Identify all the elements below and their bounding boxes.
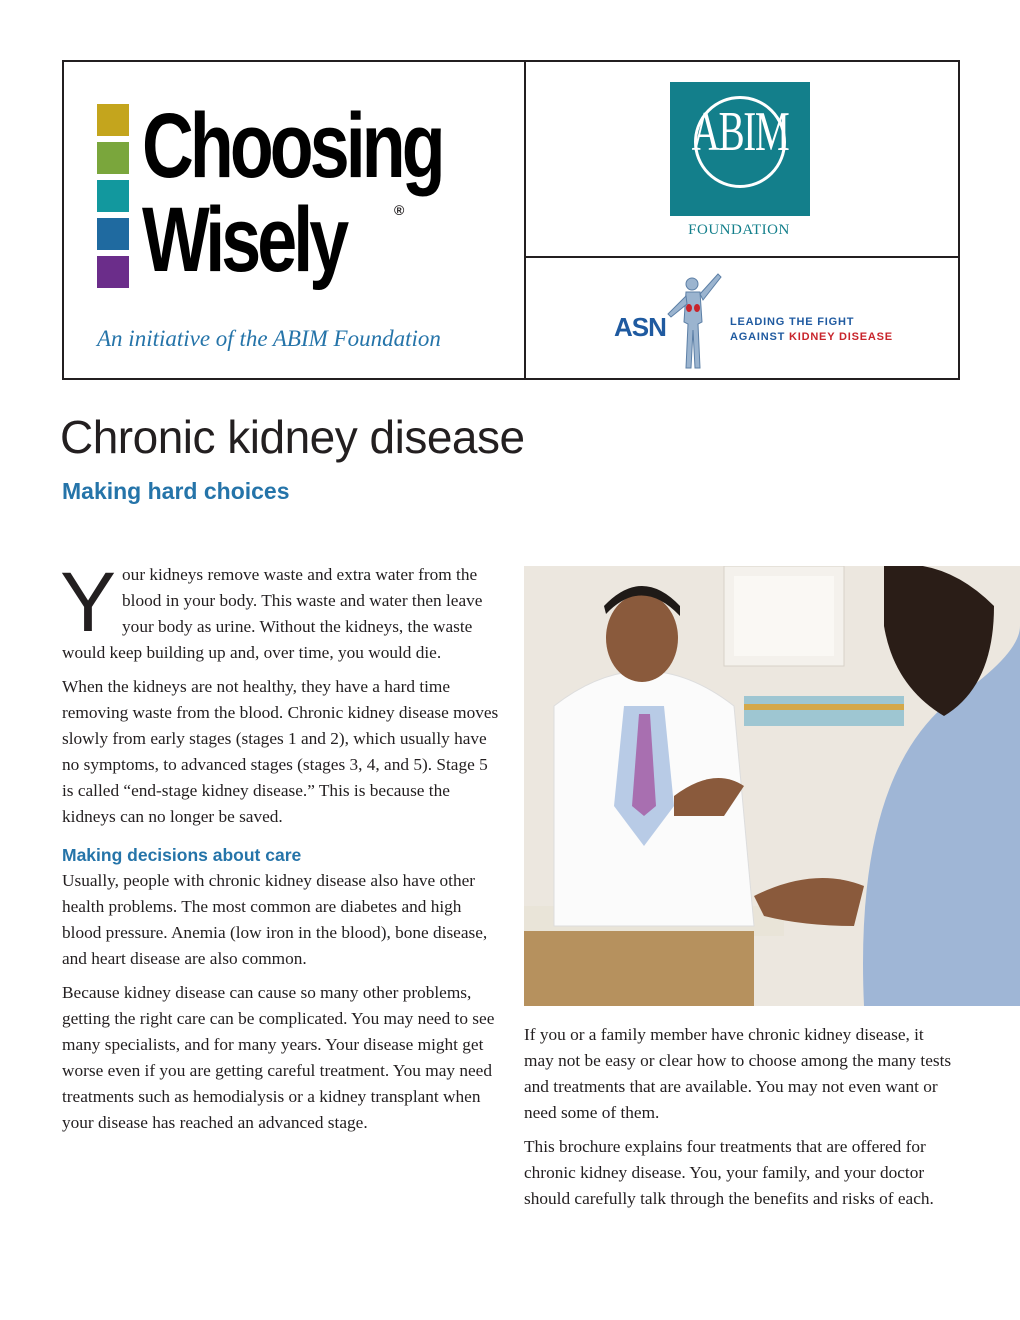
asn-human-figure-icon bbox=[662, 268, 726, 376]
asn-logo-acronym: ASN bbox=[614, 312, 666, 342]
brochure-paragraph: This brochure explains four treatments that are offered for chronic kidney disease. You, your family, and your doctor should carefully talk through the benefits and risks of each. bbox=[524, 1137, 934, 1208]
choosing-wisely-logo-word-1: Choosing bbox=[142, 95, 442, 197]
page-title: Chronic kidney disease bbox=[60, 411, 525, 463]
section-heading: Making decisions about care bbox=[62, 845, 302, 865]
page-subtitle: Making hard choices bbox=[62, 478, 290, 504]
brand-square bbox=[97, 142, 129, 174]
drop-cap: Y bbox=[60, 555, 117, 649]
intro-paragraph bbox=[60, 555, 500, 666]
choosing-wisely-color-squares bbox=[97, 104, 129, 294]
brand-square bbox=[97, 180, 129, 212]
asn-tagline-line-1: LEADING THE FIGHT bbox=[730, 316, 855, 328]
intro-text: our kidneys remove waste and extra water from the blood in your body. This waste and water then leave your body as urine. Without the kidneys, the waste would keep building up and, over time, you would die. bbox=[62, 565, 483, 662]
brand-square bbox=[97, 218, 129, 250]
asn-tagline-highlight: KIDNEY DISEASE bbox=[788, 331, 893, 343]
family-member-paragraph: If you or a family member have chronic kidney disease, it may not be easy or clear how to choose among the many tests and treatments that are available. You may not even want or need some of them. bbox=[524, 1025, 952, 1122]
abim-foundation-label: FOUNDATION bbox=[688, 222, 790, 238]
brand-square bbox=[97, 104, 129, 136]
header-box bbox=[62, 60, 960, 380]
tagline: An initiative of the ABIM Foundation bbox=[97, 326, 441, 351]
choosing-wisely-logo-word-2: Wisely bbox=[142, 189, 346, 291]
brand-square bbox=[97, 256, 129, 288]
asn-panel bbox=[524, 258, 958, 378]
abim-logo bbox=[670, 82, 810, 216]
abim-logo-text: ABIM bbox=[691, 101, 789, 163]
left-column bbox=[60, 555, 500, 1144]
complicated-care-paragraph: Because kidney disease can cause so many other problems, getting the right care can be complicated. You may need to see many specialists, and for many years. Your disease might get worse even if you are getting careful treatment. You may need treatments such as hemodialysis or a kidney transplant when your disease has reached an advanced stage. bbox=[62, 983, 495, 1132]
asn-tagline-prefix: AGAINST bbox=[730, 331, 789, 343]
abim-foundation-panel bbox=[524, 62, 958, 258]
stages-paragraph: When the kidneys are not healthy, they have a hard time removing waste from the blood. Chronic kidney disease moves slowly from early stages (stages 1 and 2), which usually have no symptoms, to advanced stages (stages 3, 4, and 5). Stage 5 is called “end-stage kidney disease.” This is because the kidneys can no longer be saved. bbox=[62, 677, 499, 826]
asn-tagline-line-2 bbox=[730, 331, 893, 343]
doctor-patient-photo bbox=[524, 566, 1020, 1006]
choosing-wisely-panel bbox=[64, 62, 526, 378]
right-column bbox=[524, 1022, 954, 1220]
health-problems-paragraph: Usually, people with chronic kidney disease also have other health problems. The most common are diabetes and high blood pressure. Anemia (low iron in the blood), bone disease, and heart disease are also common. bbox=[62, 871, 488, 968]
registered-mark: ® bbox=[394, 202, 405, 218]
